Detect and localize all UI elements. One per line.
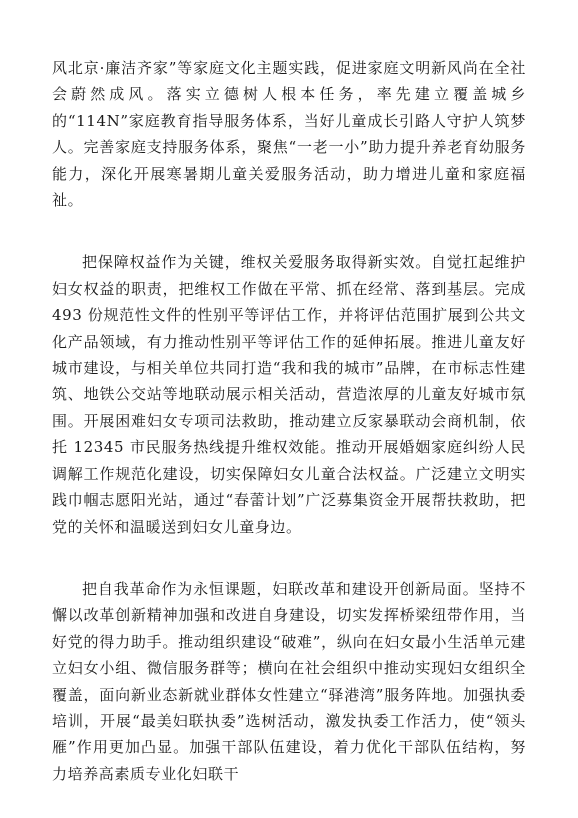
- paragraph-gap: [52, 213, 526, 249]
- paragraph-gap: [52, 540, 526, 576]
- paragraph-self-reform: 把自我革命作为永恒课题，妇联改革和建设开创新局面。坚持不懈以改革创新精神加强和改进自身建设，切实发挥桥梁纽带作用，当好党的得力助手。推动组织建设“破难”，纵向在妇女最小生活单元建立妇女小组、微信服务群等；横向在社会组织中推动实现妇女组织全覆盖，面向新业态新就业群体女性建立“驿港湾”服务阵地。加强执委培训，开展“最美妇联执委”选树活动，激发执委工作活力，使“领头雁”作用更加凸显。加强干部队伍建设，着力优化干部队伍结构，努力培养高素质专业化妇联干: [52, 579, 526, 783]
- paragraph-family-culture: 风北京·廉洁齐家”等家庭文化主题实践，促进家庭文明新风尚在全社会蔚然成风。落实立德树人根本任务，率先建立覆盖城乡的“114N”家庭教育指导服务体系，当好儿童成长引路人守护人筑梦人。完善家庭支持服务体系，聚焦“一老一小”助力提升养老育幼服务能力，深化开展寒暑期儿童关爱服务活动，助力增进儿童和家庭福祉。: [52, 59, 526, 210]
- paragraph-rights-protection: 把保障权益作为关键，维权关爱服务取得新实效。自觉扛起维护妇女权益的职责，把维权工作做在平常、抓在经常、落到基层。完成 493 份规范性文件的性别平等评估工作，并将评估范围扩展到公共文化产品领域，有力推动性别平等评估工作的延伸拓展。推进儿童友好城市建设，与相关单位共同打造“我和我的城市”品牌，在市标志性建筑、地铁公交站等地联动展示相关活动，营造浓厚的儿童友好城市氛围。开展困难妇女专项司法救助，推动建立反家暴联动会商机制，依托 12345 市民服务热线提升维权效能。推动开展婚姻家庭纠纷人民调解工作规范化建设，切实保障妇女儿童合法权益。广泛建立文明实践巾帼志愿阳光站，通过“春蕾计划”广泛募集资金开展帮扶救助，把党的关怀和温暖送到妇女儿童身边。: [52, 253, 526, 536]
